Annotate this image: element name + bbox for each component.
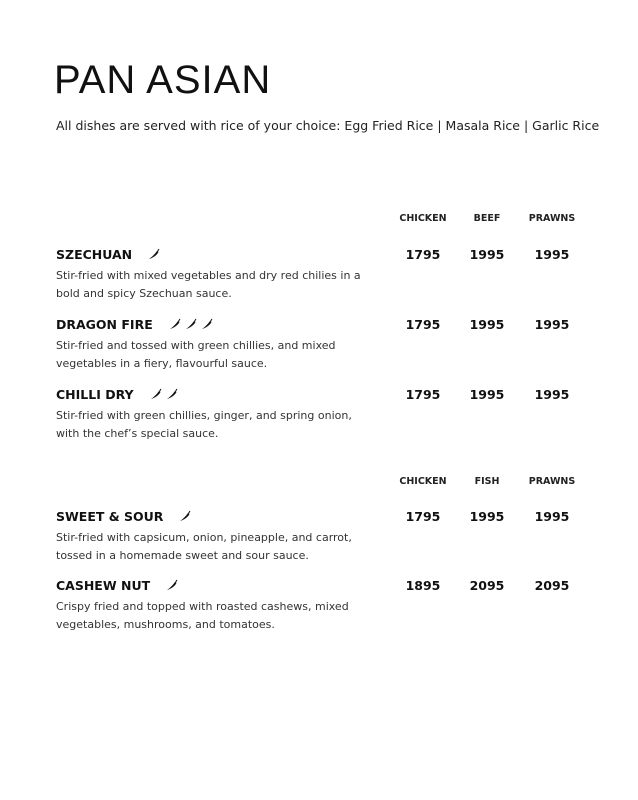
price-prawns: 1995 bbox=[534, 317, 570, 332]
chili-icon bbox=[150, 388, 162, 400]
dish-description: Crispy fried and topped with roasted cashews, mixed vegetables, mushrooms, and tomatoes. bbox=[56, 600, 349, 631]
spice-level bbox=[179, 510, 191, 522]
chili-icon bbox=[166, 388, 178, 400]
spice-level bbox=[150, 388, 178, 400]
chili-icon bbox=[169, 318, 181, 330]
price-prawns: 1995 bbox=[534, 509, 570, 524]
dish-name: CHILLI DRY bbox=[56, 386, 134, 402]
price-chicken: 1795 bbox=[405, 387, 441, 402]
spice-level bbox=[148, 248, 160, 260]
dish-name: SWEET & SOUR bbox=[56, 508, 164, 524]
chili-icon bbox=[179, 510, 191, 522]
price-prawns: 1995 bbox=[534, 247, 570, 262]
price-fish: 1995 bbox=[469, 509, 505, 524]
price-chicken: 1895 bbox=[405, 578, 441, 593]
dish-description: Stir-fried with mixed vegetables and dry red chilies in a bold and spicy Szechuan sauce. bbox=[56, 269, 361, 300]
menu-item-sweet-and-sour bbox=[56, 507, 376, 565]
dish-description: Stir-fried with green chillies, ginger, and spring onion, with the chef’s special sauce. bbox=[56, 409, 352, 440]
page-title: PAN ASIAN bbox=[54, 58, 272, 102]
rice-choice-note: All dishes are served with rice of your choice: Egg Fried Rice | Masala Rice | Garlic Rice bbox=[56, 118, 600, 133]
price-beef: 1995 bbox=[469, 247, 505, 262]
price-prawns: 2095 bbox=[534, 578, 570, 593]
column-header-chicken: CHICKEN bbox=[399, 213, 447, 224]
spice-level bbox=[169, 318, 213, 330]
chili-icon bbox=[166, 579, 178, 591]
dish-name: CASHEW NUT bbox=[56, 577, 151, 593]
menu-item-cashew-nut bbox=[56, 576, 376, 634]
chili-icon bbox=[185, 318, 197, 330]
dish-name: DRAGON FIRE bbox=[56, 316, 153, 332]
column-header-prawns: PRAWNS bbox=[528, 476, 576, 487]
dish-name: SZECHUAN bbox=[56, 246, 133, 262]
column-header-beef: BEEF bbox=[473, 213, 501, 224]
chili-icon bbox=[148, 248, 160, 260]
column-header-fish: FISH bbox=[474, 476, 500, 487]
menu-item-szechuan bbox=[56, 245, 376, 303]
price-chicken: 1795 bbox=[405, 247, 441, 262]
menu-item-chilli-dry bbox=[56, 385, 376, 443]
dish-description: Stir-fried with capsicum, onion, pineapple, and carrot, tossed in a homemade sweet and sour sauce. bbox=[56, 531, 352, 562]
price-beef: 1995 bbox=[469, 317, 505, 332]
price-beef: 1995 bbox=[469, 387, 505, 402]
menu-item-dragon-fire bbox=[56, 315, 376, 373]
chili-icon bbox=[201, 318, 213, 330]
price-fish: 2095 bbox=[469, 578, 505, 593]
column-header-chicken: CHICKEN bbox=[399, 476, 447, 487]
price-prawns: 1995 bbox=[534, 387, 570, 402]
price-chicken: 1795 bbox=[405, 509, 441, 524]
column-header-prawns: PRAWNS bbox=[528, 213, 576, 224]
dish-description: Stir-fried and tossed with green chillies, and mixed vegetables in a fiery, flavourful sauce. bbox=[56, 339, 336, 370]
price-chicken: 1795 bbox=[405, 317, 441, 332]
spice-level bbox=[166, 579, 178, 591]
